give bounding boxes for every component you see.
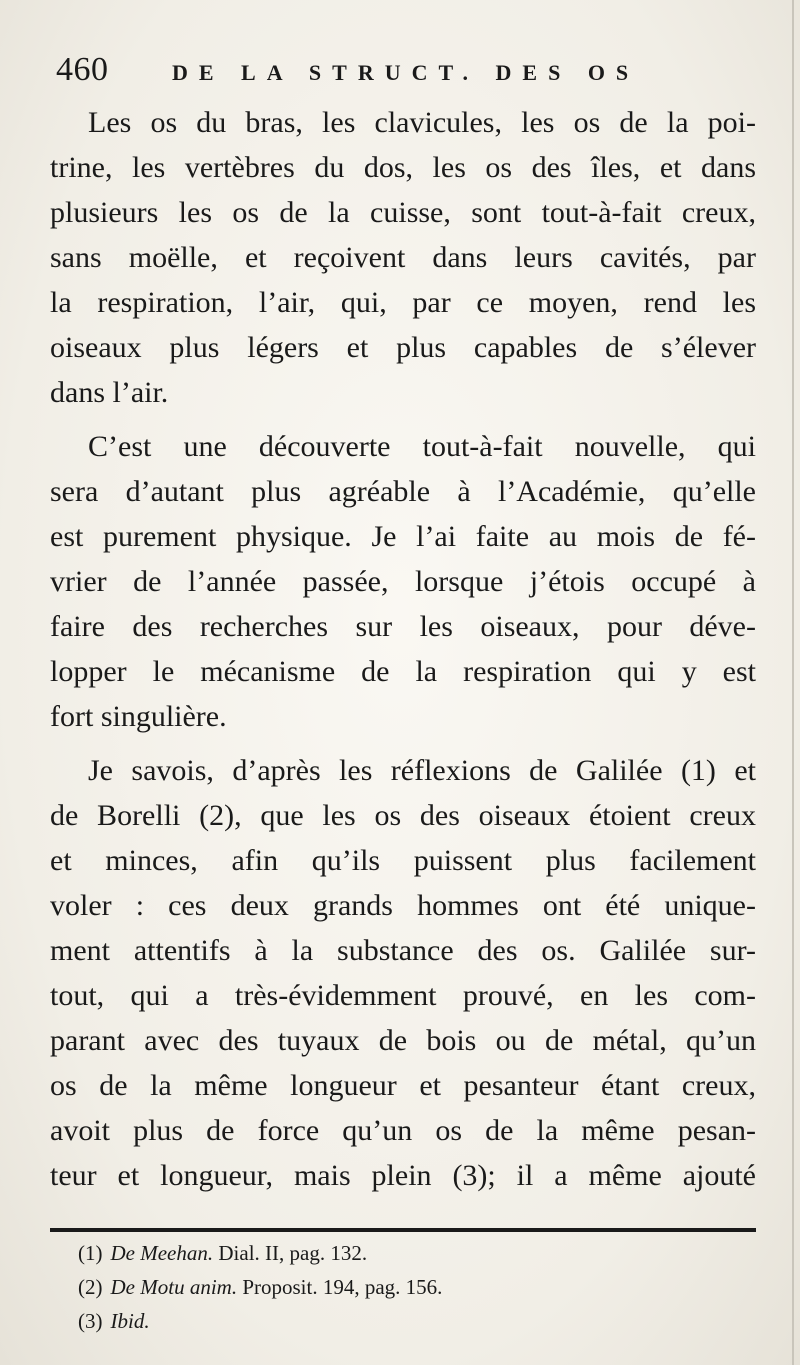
text-line: parant avec des tuyaux de bois ou de métal, qu’un — [50, 1024, 756, 1057]
text-line: C’est une découverte tout-à-fait nouvelle, qui — [88, 430, 756, 463]
paragraph-2 — [50, 424, 756, 739]
footnote-source: De Meehan. — [110, 1241, 214, 1265]
text-line: dans l’air. — [50, 376, 169, 409]
text-line: avoit plus de force qu’un os de la même pesan- — [50, 1114, 756, 1147]
text-line: lopper le mécanisme de la respiration qui y est — [50, 655, 756, 688]
text-line: plusieurs les os de la cuisse, sont tout-à-fait creux, — [50, 196, 756, 229]
footnote-marker: (3) — [78, 1309, 103, 1333]
footnote-2 — [78, 1270, 758, 1304]
paragraph-3 — [50, 748, 756, 1198]
text-line: sera d’autant plus agréable à l’Académie, qu’elle — [50, 475, 756, 508]
footnote-source: Ibid. — [110, 1309, 150, 1333]
footnote-source: De Motu anim. — [110, 1275, 238, 1299]
paragraph-1 — [50, 100, 756, 415]
page-header — [56, 48, 756, 92]
page-number: 460 — [56, 51, 109, 88]
text-line: fort singulière. — [50, 700, 227, 733]
running-head: DE LA STRUCT. DES OS — [172, 60, 640, 85]
text-line: ment attentifs à la substance des os. Galilée sur- — [50, 934, 756, 967]
text-line: Je savois, d’après les réflexions de Galilée (1) et — [88, 754, 756, 787]
text-line: teur et longueur, mais plein (3); il a même ajouté — [50, 1159, 756, 1192]
text-line: voler : ces deux grands hommes ont été unique- — [50, 889, 756, 922]
footnote-1 — [78, 1236, 758, 1270]
footnote-marker: (1) — [78, 1241, 103, 1265]
text-line: la respiration, l’air, qui, par ce moyen, rend les — [50, 286, 756, 319]
footnote-3 — [78, 1304, 758, 1338]
text-line: de Borelli (2), que les os des oiseaux étoient creux — [50, 799, 756, 832]
text-line: oiseaux plus légers et plus capables de s’élever — [50, 331, 756, 364]
text-line: tout, qui a très-évidemment prouvé, en les com- — [50, 979, 756, 1012]
footnote-reference: Proposit. 194, pag. 156. — [237, 1275, 443, 1299]
page-edge — [792, 0, 794, 1365]
text-line: est purement physique. Je l’ai faite au mois de fé- — [50, 520, 756, 553]
text-line: Les os du bras, les clavicules, les os de la poi- — [88, 106, 756, 139]
footnotes — [78, 1236, 758, 1338]
text-line: vrier de l’année passée, lorsque j’étois occupé à — [50, 565, 756, 598]
footnote-rule — [50, 1228, 756, 1232]
text-line: sans moëlle, et reçoivent dans leurs cavités, par — [50, 241, 756, 274]
text-line: faire des recherches sur les oiseaux, pour déve- — [50, 610, 756, 643]
body-text — [50, 100, 756, 1198]
footnote-reference: Dial. II, pag. 132. — [213, 1241, 368, 1265]
text-line: et minces, afin qu’ils puissent plus facilement — [50, 844, 756, 877]
footnote-marker: (2) — [78, 1275, 103, 1299]
text-line: os de la même longueur et pesanteur étant creux, — [50, 1069, 756, 1102]
text-line: trine, les vertèbres du dos, les os des îles, et dans — [50, 151, 756, 184]
